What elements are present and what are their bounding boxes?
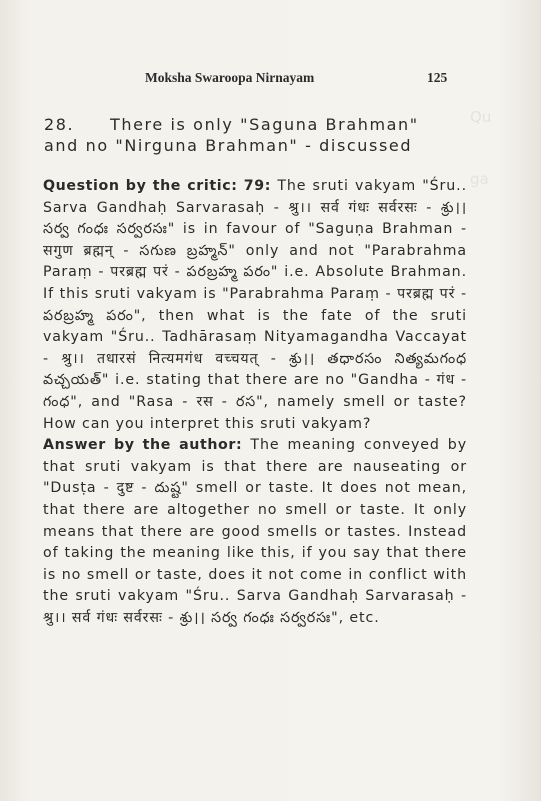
question-paragraph: [43, 176, 467, 435]
page-number: 125: [427, 70, 448, 85]
section-title-line1: There is only "Saguna Brahman": [110, 115, 419, 134]
answer-paragraph: [43, 435, 467, 629]
show-through-text: Qu: [470, 108, 492, 126]
question-label: Question by the critic: 79:: [43, 178, 278, 194]
answer-text: The meaning conveyed by that sruti vakyam is that there are nauseating or "Dusṭa - दुष्ट - దుష్ట" smell or taste. It does not mean, that there are altogether no smell or taste. It only means that there are good smells or tastes. Instead of taking the meaning like this, if you say that there is no smell or taste, does it not come in conflict with the sruti vakyam "Śru.. Sarva Gandhaḥ Sarvarasaḥ - श्रु।। सर्व गंधः सर्वरसः - శ్రు।। సర్వ గంధః సర్వరసః", etc.: [43, 437, 468, 626]
section-heading: [44, 114, 504, 156]
section-title-line2: and no "Nirguna Brahman" - discussed: [44, 136, 413, 155]
answer-label: Answer by the author:: [43, 437, 251, 454]
running-title: Moksha Swaroopa Nirnayam: [145, 70, 315, 85]
show-through-text: ga: [470, 170, 489, 188]
body-text: [43, 176, 467, 629]
page-header: [0, 70, 541, 90]
question-text: The sruti vakyam "Śru.. Sarva Gandhaḥ Sarvarasaḥ - श्रु।। सर्व गंधः सर्वरसः - శ్రు।। సర్వ గంధః సర్వరసః" is in favour of "Saguṇa Brahman - सगुण ब्रह्मन् - సగుణ బ్రహ్మన్" only and not "Parabrahma Paraṃ - परब्रह्म परं - పరబ్రహ్మ పరం" i.e. Absolute Brahman. If this sruti vakyam is "Parabrahma Paraṃ - परब्रह्म परं - పరబ్రహ్మ పరం", then what is the fate of the sruti vakyam "Śru.. Tadhārasaṃ Nityamagandha Vaccayat - श्रु।। तधारसं नित्यमगंध वच्चयत् - శ్రు।। తధారసం నిత్యమగంధ వచ్చయత్" i.e. stating that there are no "Gandha - गंध - గంధ", and "Rasa - रस - రస", namely smell or taste? How can you interpret this sruti vakyam?: [43, 178, 467, 432]
section-number: 28.: [44, 115, 75, 134]
